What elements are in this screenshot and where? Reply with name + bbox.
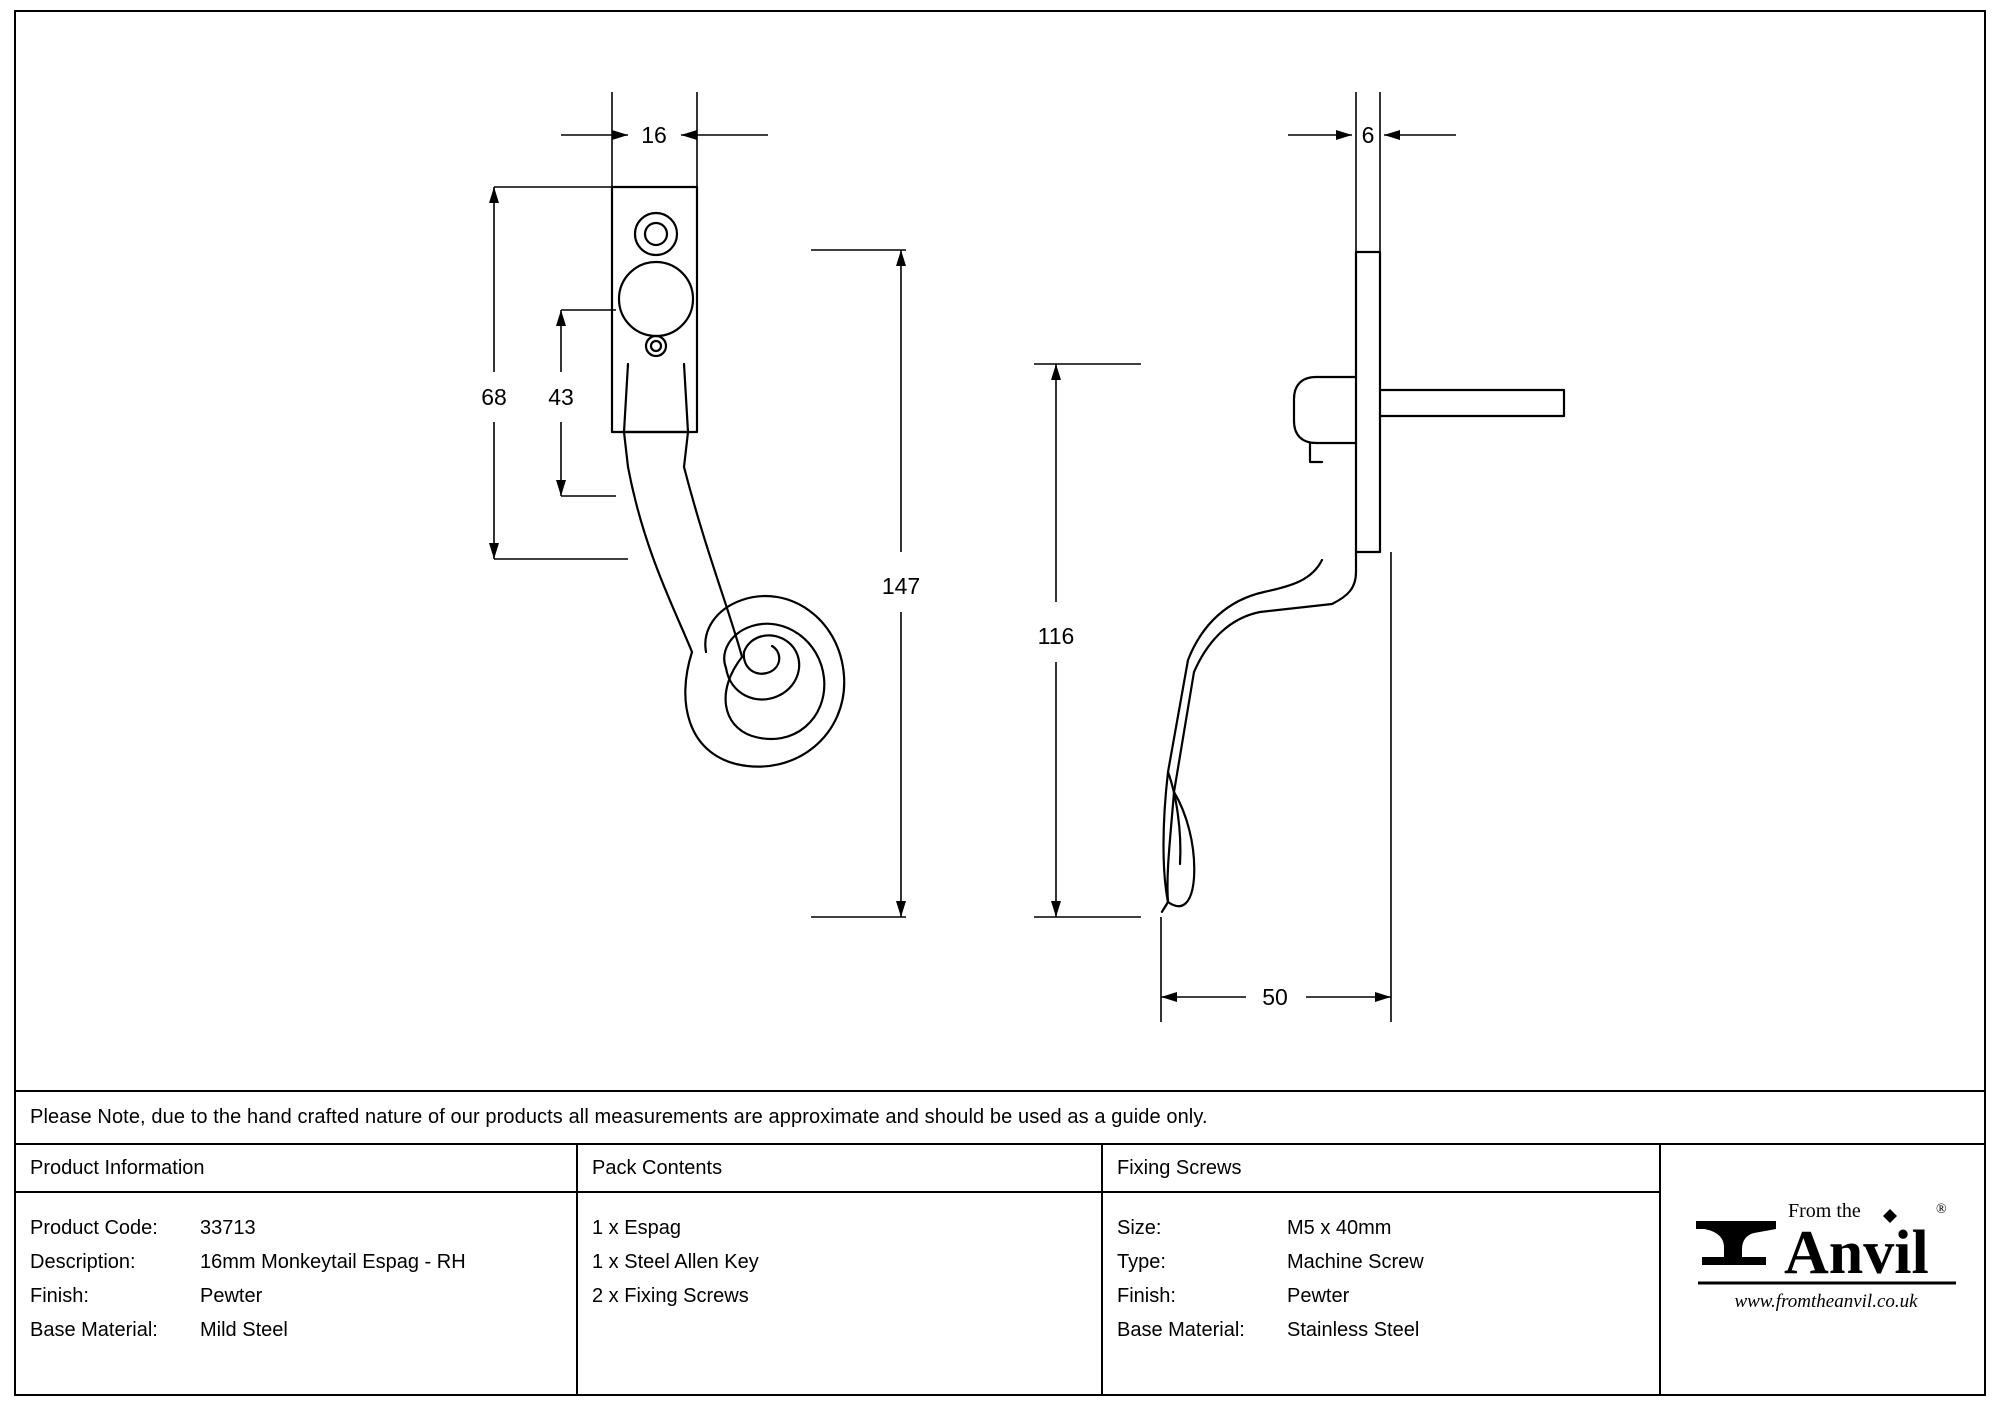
product-information-header: Product Information (16, 1145, 576, 1193)
product-information-column (16, 1145, 578, 1394)
screw-size-label: Size: (1117, 1217, 1162, 1239)
brand-logo (1692, 1187, 1962, 1337)
description-row (30, 1245, 576, 1279)
side-backplate (1356, 252, 1380, 552)
pack-contents-body (578, 1193, 1101, 1313)
dim-68: 68 (481, 384, 507, 410)
logo-website: www.fromtheanvil.co.uk (1734, 1291, 1918, 1312)
pack-item: 2 x Fixing Screws (592, 1285, 749, 1307)
pack-item: 1 x Steel Allen Key (592, 1251, 759, 1273)
fixing-screws-column (1103, 1145, 1661, 1394)
base-material-row (30, 1313, 576, 1347)
finish-label: Finish: (30, 1285, 89, 1307)
drawing-svg (16, 12, 1984, 1090)
screw-base-material-label: Base Material: (1117, 1319, 1245, 1341)
dim-43: 43 (548, 384, 574, 410)
screw-finish-row (1117, 1279, 1659, 1313)
logo-registered: ® (1936, 1202, 1947, 1217)
anvil-icon (1696, 1221, 1776, 1265)
screw-type-value: Machine Screw (1287, 1251, 1424, 1273)
product-code-row (30, 1211, 576, 1245)
pack-contents-column (578, 1145, 1103, 1394)
description-label: Description: (30, 1251, 136, 1273)
dim-116: 116 (1037, 623, 1075, 649)
approximate-measurements-note: Please Note, due to the hand crafted nature of our products all measurements are approximate and should be used as a guide only. (30, 1106, 1208, 1128)
screw-base-material-value: Stainless Steel (1287, 1319, 1420, 1341)
pack-contents-header: Pack Contents (578, 1145, 1101, 1193)
fixing-screws-body (1103, 1193, 1659, 1347)
dim-50: 50 (1262, 984, 1288, 1010)
logo-column (1661, 1145, 1984, 1394)
sheet-border (14, 10, 1986, 1396)
product-information-body (16, 1193, 576, 1347)
screw-size-row (1117, 1211, 1659, 1245)
screw-type-label: Type: (1117, 1251, 1166, 1273)
dim-147: 147 (881, 573, 921, 599)
screw-base-material-row (1117, 1313, 1659, 1347)
dim-16: 16 (641, 122, 667, 148)
screw-finish-label: Finish: (1117, 1285, 1176, 1307)
base-material-label: Base Material: (30, 1319, 158, 1341)
screw-size-value: M5 x 40mm (1287, 1217, 1392, 1239)
info-table (16, 1143, 1984, 1394)
dim-6: 6 (1361, 122, 1375, 148)
finish-row (30, 1279, 576, 1313)
product-code-label: Product Code: (30, 1217, 158, 1239)
note-row (16, 1090, 1984, 1143)
pack-item: 1 x Espag (592, 1217, 681, 1239)
product-code-value: 33713 (200, 1217, 256, 1239)
fixing-screws-header: Fixing Screws (1103, 1145, 1659, 1193)
screw-type-row (1117, 1245, 1659, 1279)
finish-value: Pewter (200, 1285, 263, 1307)
logo-from-the: From the (1788, 1200, 1861, 1222)
base-material-value: Mild Steel (200, 1319, 288, 1341)
anvil-logo-svg (1692, 1187, 1962, 1337)
logo-brand: Anvil (1784, 1219, 1929, 1287)
description-value: 16mm Monkeytail Espag - RH (200, 1251, 466, 1273)
screw-finish-value: Pewter (1287, 1285, 1350, 1307)
technical-drawing-area (16, 12, 1984, 1090)
